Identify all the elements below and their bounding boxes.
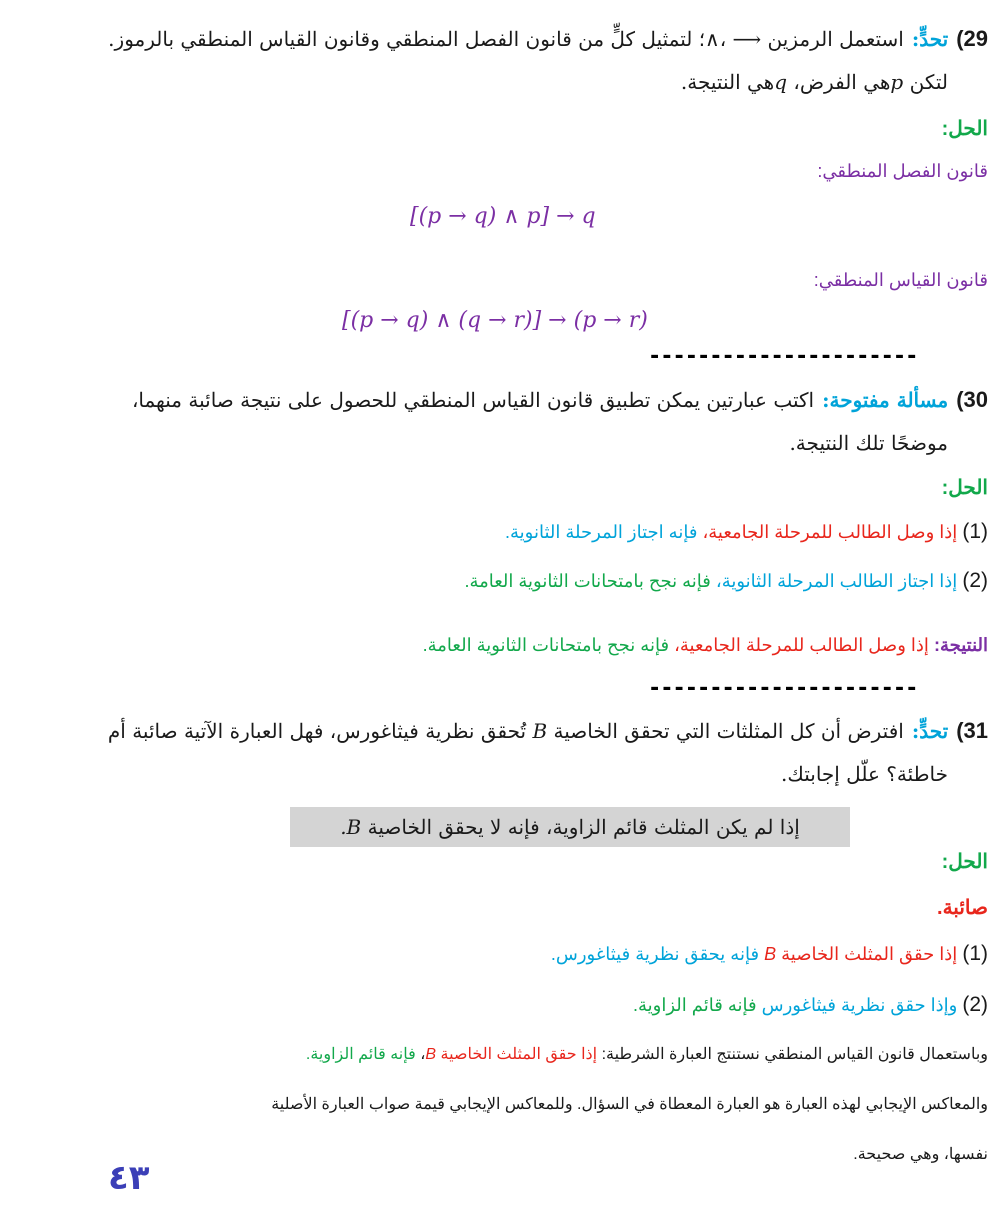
statement-1: (1) إذا وصل الطالب للمرحلة الجامعية، فإنه اجتاز المرحلة الثانوية.: [505, 520, 988, 543]
page-number: ٤٣: [108, 1158, 150, 1198]
given-statement-box: إذا لم يكن المثلث قائم الزاوية، فإنه لا يحقق الخاصية B.: [290, 807, 850, 847]
challenge-tag: تحدٍّ:: [911, 719, 949, 743]
challenge-tag: تحدٍّ:: [911, 27, 949, 51]
result-line: النتيجة: إذا وصل الطالب للمرحلة الجامعية، فإنه نجح بامتحانات الثانوية العامة.: [422, 635, 988, 655]
answer-true: صائبة.: [937, 897, 988, 919]
solution-heading: الحل:: [941, 118, 988, 140]
separator-line: ----------------------: [648, 676, 918, 701]
question-number: 29): [956, 26, 988, 51]
question-text: استعمل الرمزين ⟶ ،∧؛ لتمثيل كلٍّ من قانون الفصل المنطقي وقانون القياس المنطقي بالرموز.: [108, 27, 904, 51]
solution-heading: الحل:: [941, 851, 988, 873]
question-29-line1: [12, 26, 988, 52]
detachment-label: قانون الفصل المنطقي:: [817, 161, 988, 181]
question-30-line2: موضحًا تلك النتيجة.: [789, 431, 948, 455]
contrapositive-paragraph-end: نفسها، وهي صحيحة.: [853, 1146, 988, 1163]
syllogism-formula: [(p → q) ∧ (q → r)] → (p → r): [342, 308, 648, 333]
question-number: 31): [956, 718, 988, 743]
separator-line: ----------------------: [648, 344, 918, 369]
question-29-line2: لتكن pهي الفرض، qهي النتيجة.: [680, 70, 948, 94]
conclusion-paragraph: وباستعمال قانون القياس المنطقي نستنتج العبارة الشرطية: إذا حقق المثلث الخاصية B، فإنه قائم الزاوية.: [305, 1046, 988, 1063]
question-31-line2: خاطئة؟ علّل إجابتك.: [781, 762, 948, 786]
detachment-formula: [(p → q) ∧ p] → q: [410, 204, 596, 229]
question-30-line1: 30)مسألة مفتوحة:اكتب عبارتين يمكن تطبيق قانون القياس المنطقي للحصول على نتيجة صائبة منهما،: [131, 387, 988, 412]
premise-1: (1) إذا حقق المثلث الخاصية B فإنه يحقق نظرية فيثاغورس.: [550, 942, 988, 965]
premise-2: (2) وإذا حقق نظرية فيثاغورس فإنه قائم الزاوية.: [633, 993, 988, 1016]
syllogism-label: قانون القياس المنطقي:: [813, 270, 988, 290]
contrapositive-paragraph: والمعاكس الإيجابي لهذه العبارة هو العبارة المعطاة في السؤال. وللمعاكس الإيجابي قيمة صواب العبارة الأصلية: [271, 1096, 988, 1113]
question-number: 30): [956, 387, 988, 412]
open-problem-tag: مسألة مفتوحة:: [822, 388, 949, 412]
statement-2: (2) إذا اجتاز الطالب المرحلة الثانوية، فإنه نجح بامتحانات الثانوية العامة.: [464, 569, 988, 592]
question-31-line1: 31)تحدٍّ:افترض أن كل المثلثات التي تحقق الخاصية B تُحقق نظرية فيثاغورس، فهل العبارة الآتية صائبة أم: [107, 718, 988, 743]
solution-heading: الحل:: [941, 477, 988, 499]
